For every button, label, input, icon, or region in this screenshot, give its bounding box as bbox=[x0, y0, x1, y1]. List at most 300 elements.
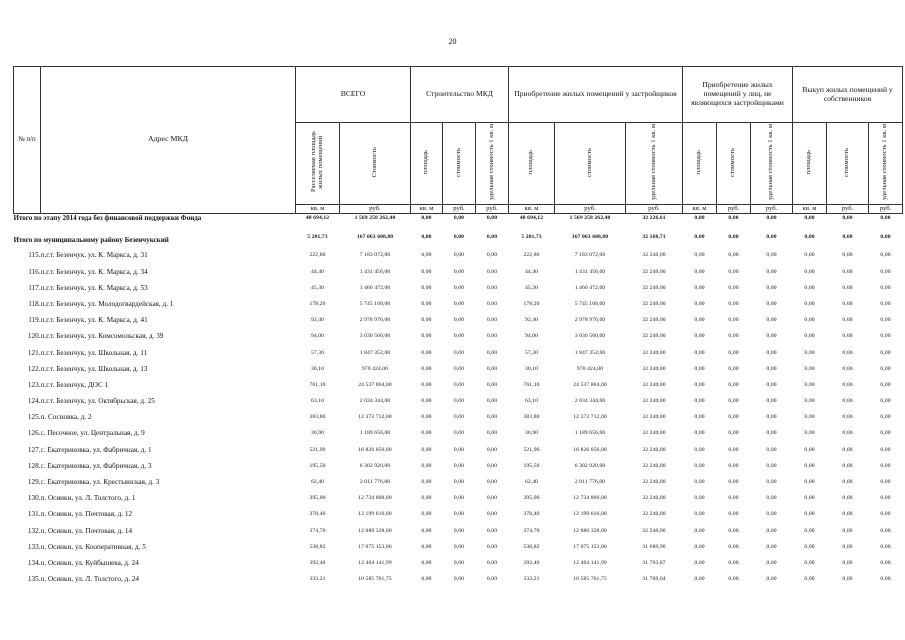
value-cell: 5 201,73 bbox=[521, 234, 542, 241]
value-cell: 0,00 bbox=[804, 398, 815, 405]
value-cell: 0,00 bbox=[728, 446, 739, 453]
value-cell: 521,90 bbox=[523, 446, 540, 453]
value-cell: 12 199 616,00 bbox=[573, 511, 607, 518]
value-cell: 44,40 bbox=[310, 268, 325, 275]
value-cell: 0,00 bbox=[486, 414, 498, 421]
value-cell: 2 011 776,00 bbox=[574, 479, 606, 486]
value-cell: 761,10 bbox=[523, 381, 540, 388]
value-cell: 0,00 bbox=[453, 446, 465, 453]
value-cell: 1 189 656,00 bbox=[574, 430, 606, 437]
table-row bbox=[14, 264, 903, 280]
header-group-non-developers: Приобретение жилых помещений у лиц, не являющихся застройщиками bbox=[683, 67, 793, 123]
value-cell: 0,00 bbox=[694, 300, 705, 307]
value-cell: 92,40 bbox=[524, 317, 539, 324]
value-cell: 0,00 bbox=[804, 576, 815, 583]
value-cell: 0,00 bbox=[694, 479, 705, 486]
value-cell: 0,00 bbox=[694, 430, 705, 437]
value-cell: 0,00 bbox=[842, 349, 853, 356]
value-cell: 0,00 bbox=[766, 479, 777, 486]
value-cell: 0,00 bbox=[804, 317, 815, 324]
value-cell: 0,00 bbox=[728, 576, 739, 583]
header-index: № п/п bbox=[14, 67, 41, 214]
value-cell: 0,00 bbox=[486, 349, 498, 356]
header-subcolumn-label: стоимость bbox=[454, 147, 462, 177]
value-cell: 0,00 bbox=[486, 284, 498, 291]
value-cell: 395,00 bbox=[309, 495, 326, 502]
value-cell: 0,00 bbox=[804, 234, 815, 241]
value-cell: 3 030 560,00 bbox=[359, 333, 391, 340]
value-cell: 32 240,00 bbox=[642, 479, 666, 486]
value-cell: 1 569 258 262,40 bbox=[354, 214, 396, 221]
value-cell: 6 302 920,00 bbox=[359, 462, 391, 469]
table-row bbox=[14, 344, 903, 360]
header-subcolumn-label: удельная стоимость 1 кв. м bbox=[649, 124, 657, 200]
value-cell: 0,00 bbox=[804, 333, 815, 340]
value-cell: 2 978 976,00 bbox=[574, 317, 606, 324]
value-cell: 1 431 456,00 bbox=[574, 268, 606, 275]
value-cell: 16 826 056,00 bbox=[573, 446, 607, 453]
value-cell: 5 745 168,00 bbox=[359, 300, 391, 307]
value-cell: 0,00 bbox=[804, 365, 815, 372]
value-cell: 0,00 bbox=[766, 268, 777, 275]
value-cell: 0,00 bbox=[766, 576, 777, 583]
value-cell: 0,00 bbox=[804, 527, 815, 534]
value-cell: 0,00 bbox=[880, 300, 891, 307]
header-subcolumn bbox=[340, 123, 411, 205]
value-cell: 0,00 bbox=[421, 511, 432, 518]
value-cell: 0,00 bbox=[486, 446, 498, 453]
value-cell: 32 240,00 bbox=[642, 495, 666, 502]
value-cell: 24 537 864,00 bbox=[573, 381, 607, 388]
value-cell: 0,00 bbox=[842, 214, 853, 221]
value-cell: 0,00 bbox=[421, 252, 432, 259]
row-address: п. Осинки, ул. Л. Толстого, д. 24 bbox=[40, 575, 140, 584]
value-cell: 0,00 bbox=[728, 300, 739, 307]
table-row bbox=[14, 361, 903, 377]
header-subcolumn-label: стоимость bbox=[585, 147, 593, 177]
value-cell: 0,00 bbox=[486, 234, 498, 241]
value-cell: 0,00 bbox=[728, 495, 739, 502]
value-cell: 1 431 456,00 bbox=[359, 268, 391, 275]
value-cell: 0,00 bbox=[453, 284, 465, 291]
value-cell: 392,40 bbox=[309, 559, 326, 566]
value-cell: 0,00 bbox=[842, 559, 853, 566]
value-cell: 0,00 bbox=[486, 576, 498, 583]
value-cell: 57,30 bbox=[310, 349, 325, 356]
value-cell: 0,00 bbox=[453, 576, 465, 583]
header-subcolumn bbox=[793, 123, 827, 205]
value-cell: 45,30 bbox=[524, 284, 539, 291]
value-cell: 32 240,00 bbox=[642, 284, 666, 291]
value-cell: 222,80 bbox=[309, 252, 326, 259]
value-cell: 195,50 bbox=[309, 462, 326, 469]
value-cell: 0,00 bbox=[880, 446, 891, 453]
row-index: 125. bbox=[27, 413, 41, 422]
value-cell: 195,50 bbox=[523, 462, 540, 469]
value-cell: 0,00 bbox=[842, 576, 853, 583]
value-cell: 44,40 bbox=[524, 268, 539, 275]
value-cell: 0,00 bbox=[694, 511, 705, 518]
value-cell: 32 240,00 bbox=[642, 462, 666, 469]
value-cell: 0,00 bbox=[486, 268, 498, 275]
value-cell: 0,00 bbox=[453, 527, 465, 534]
value-cell: 383,80 bbox=[523, 414, 540, 421]
value-cell: 0,00 bbox=[766, 511, 777, 518]
header-unit: руб. bbox=[555, 204, 626, 213]
value-cell: 0,00 bbox=[694, 268, 705, 275]
value-cell: 0,00 bbox=[453, 511, 465, 518]
value-cell: 0,00 bbox=[421, 268, 432, 275]
header-subcolumn-label: удельная стоимость 1 кв. м bbox=[881, 124, 889, 200]
table-row bbox=[14, 490, 903, 506]
header-subcolumn bbox=[476, 123, 509, 205]
header-subcolumn-label: площадь bbox=[422, 149, 430, 175]
value-cell: 17 075 153,06 bbox=[358, 543, 392, 550]
value-cell: 521,90 bbox=[309, 446, 326, 453]
row-index: 127. bbox=[27, 445, 41, 454]
value-cell: 0,00 bbox=[880, 576, 891, 583]
value-cell: 48 694,12 bbox=[519, 214, 544, 221]
value-cell: 10 585 761,75 bbox=[573, 576, 607, 583]
value-cell: 222,80 bbox=[523, 252, 540, 259]
value-cell: 0,00 bbox=[728, 317, 739, 324]
value-cell: 0,00 bbox=[694, 284, 705, 291]
value-cell: 378,40 bbox=[309, 511, 326, 518]
table-row bbox=[14, 328, 903, 344]
row-index: 121. bbox=[27, 348, 41, 357]
value-cell: 378,40 bbox=[523, 511, 540, 518]
value-cell: 30,10 bbox=[524, 365, 539, 372]
row-address: п.г.т. Безенчук, ул. К. Маркса, д. 53 bbox=[40, 283, 148, 292]
value-cell: 1 189 656,00 bbox=[359, 430, 391, 437]
value-cell: 0,00 bbox=[694, 462, 705, 469]
value-cell: 0,00 bbox=[694, 365, 705, 372]
value-cell: 0,00 bbox=[804, 414, 815, 421]
header-subcolumn bbox=[411, 123, 443, 205]
value-cell: 30,10 bbox=[310, 365, 325, 372]
value-cell: 32 240,00 bbox=[642, 430, 666, 437]
value-cell: 7 183 072,00 bbox=[359, 252, 391, 259]
row-address: с. Екатериновка, ул. Фабричная, д. 3 bbox=[40, 461, 152, 470]
value-cell: 0,00 bbox=[804, 430, 815, 437]
row-index: 118. bbox=[28, 299, 41, 308]
header-group-total: ВСЕГО bbox=[296, 67, 411, 123]
value-cell: 0,00 bbox=[728, 284, 739, 291]
value-cell: 62,40 bbox=[310, 479, 325, 486]
value-cell: 2 978 976,00 bbox=[359, 317, 391, 324]
value-cell: 12 373 712,00 bbox=[358, 414, 392, 421]
row-address: п.г.т. Безенчук, ул. К. Маркса, д. 41 bbox=[40, 316, 148, 325]
value-cell: 0,00 bbox=[842, 300, 853, 307]
row-address: п. Осинки, ул. Почтовая, д. 14 bbox=[40, 526, 133, 535]
header-subcolumn bbox=[869, 123, 903, 205]
row-index: 120. bbox=[27, 332, 41, 341]
value-cell: 0,00 bbox=[728, 234, 739, 241]
table-row bbox=[14, 506, 903, 522]
value-cell: 32 240,00 bbox=[642, 268, 666, 275]
value-cell: 0,00 bbox=[486, 365, 498, 372]
value-cell: 0,00 bbox=[842, 543, 853, 550]
value-cell: 1 847 352,00 bbox=[574, 349, 606, 356]
value-cell: 0,00 bbox=[486, 543, 498, 550]
table-row bbox=[14, 280, 903, 296]
value-cell: 0,00 bbox=[804, 300, 815, 307]
value-cell: 0,00 bbox=[766, 414, 777, 421]
value-cell: 0,00 bbox=[486, 511, 498, 518]
value-cell: 5 745 168,00 bbox=[574, 300, 606, 307]
header-address: Адрес МКД bbox=[41, 67, 296, 214]
value-cell: 92,40 bbox=[310, 317, 325, 324]
value-cell: 0,00 bbox=[766, 214, 777, 221]
value-cell: 0,00 bbox=[694, 495, 705, 502]
row-index: 126. bbox=[27, 429, 41, 438]
value-cell: 32 226,61 bbox=[642, 214, 666, 221]
value-cell: 0,00 bbox=[842, 381, 853, 388]
table-row bbox=[14, 523, 903, 539]
table-body bbox=[14, 213, 903, 587]
row-address: с. Екатериновка, ул. Крестьянская, д. 3 bbox=[40, 478, 160, 487]
value-cell: 0,00 bbox=[486, 252, 498, 259]
value-cell: 0,00 bbox=[421, 381, 432, 388]
value-cell: 0,00 bbox=[421, 333, 432, 340]
row-address: п.г.т. Безенчук, ул. К. Маркса, д. 34 bbox=[40, 267, 148, 276]
row-index: 124. bbox=[27, 397, 41, 406]
table-row bbox=[14, 296, 903, 312]
row-address: п.г.т. Безенчук, ул. Школьная, д. 13 bbox=[40, 364, 148, 373]
value-cell: 17 075 153,06 bbox=[573, 543, 607, 550]
value-cell: 0,00 bbox=[842, 479, 853, 486]
header-unit: руб. bbox=[751, 204, 793, 213]
value-cell: 0,00 bbox=[694, 446, 705, 453]
total-label: Итого по муниципальному району Безенчукский bbox=[13, 236, 169, 245]
value-cell: 0,00 bbox=[421, 398, 432, 405]
value-cell: 32 240,00 bbox=[642, 446, 666, 453]
value-cell: 0,00 bbox=[453, 214, 465, 221]
value-cell: 63,10 bbox=[310, 398, 325, 405]
value-cell: 0,00 bbox=[880, 349, 891, 356]
value-cell: 7 183 072,00 bbox=[574, 252, 606, 259]
header-subcolumn bbox=[751, 123, 793, 205]
value-cell: 12 734 800,00 bbox=[573, 495, 607, 502]
value-cell: 395,00 bbox=[523, 495, 540, 502]
value-cell: 0,00 bbox=[421, 214, 432, 221]
value-cell: 0,00 bbox=[842, 430, 853, 437]
value-cell: 0,00 bbox=[694, 349, 705, 356]
value-cell: 0,00 bbox=[728, 381, 739, 388]
row-address: п. Сосновка, д. 2 bbox=[40, 413, 92, 422]
value-cell: 0,00 bbox=[486, 479, 498, 486]
value-cell: 2 034 344,00 bbox=[574, 398, 606, 405]
value-cell: 0,00 bbox=[842, 284, 853, 291]
value-cell: 1 460 472,00 bbox=[359, 284, 391, 291]
value-cell: 1 569 258 262,40 bbox=[569, 214, 611, 221]
value-cell: 0,00 bbox=[880, 268, 891, 275]
value-cell: 57,30 bbox=[524, 349, 539, 356]
value-cell: 0,00 bbox=[880, 462, 891, 469]
header-unit: кв. м bbox=[411, 204, 443, 213]
value-cell: 0,00 bbox=[728, 365, 739, 372]
value-cell: 0,00 bbox=[766, 381, 777, 388]
value-cell: 0,00 bbox=[453, 234, 465, 241]
value-cell: 12 080 328,00 bbox=[573, 527, 607, 534]
value-cell: 0,00 bbox=[421, 543, 432, 550]
value-cell: 0,00 bbox=[766, 527, 777, 534]
value-cell: 0,00 bbox=[453, 559, 465, 566]
value-cell: 538,82 bbox=[523, 543, 540, 550]
page-number: 20 bbox=[448, 37, 457, 46]
value-cell: 12 464 141,99 bbox=[573, 559, 607, 566]
header-subcolumn-label: Стоимость bbox=[370, 146, 378, 178]
row-address: п. Осинки, ул. Почтовая, д. 12 bbox=[40, 510, 133, 519]
header-unit: руб. bbox=[340, 204, 411, 213]
table-row bbox=[14, 555, 903, 571]
value-cell: 0,00 bbox=[842, 446, 853, 453]
value-cell: 0,00 bbox=[804, 495, 815, 502]
value-cell: 45,30 bbox=[310, 284, 325, 291]
row-address: п.г.т. Безенчук, ул. Октябрьская, д. 25 bbox=[40, 397, 155, 406]
value-cell: 0,00 bbox=[694, 252, 705, 259]
value-cell: 0,00 bbox=[880, 381, 891, 388]
row-index: 119. bbox=[28, 316, 41, 325]
value-cell: 0,00 bbox=[421, 234, 432, 241]
value-cell: 0,00 bbox=[804, 446, 815, 453]
value-cell: 0,00 bbox=[728, 252, 739, 259]
row-address: п.г.т. Безенчук, ул. Школьная, д. 11 bbox=[40, 348, 148, 357]
table-row bbox=[14, 409, 903, 425]
header-subcolumn-label: площадь bbox=[805, 149, 813, 175]
table-row bbox=[14, 539, 903, 555]
value-cell: 0,00 bbox=[880, 284, 891, 291]
value-cell: 0,00 bbox=[842, 398, 853, 405]
value-cell: 0,00 bbox=[694, 543, 705, 550]
value-cell: 0,00 bbox=[421, 446, 432, 453]
value-cell: 0,00 bbox=[766, 543, 777, 550]
value-cell: 0,00 bbox=[728, 462, 739, 469]
row-address: п.г.т. Безенчук, ул. К. Маркса, д. 31 bbox=[40, 251, 148, 260]
value-cell: 333,21 bbox=[309, 576, 326, 583]
value-cell: 0,00 bbox=[880, 495, 891, 502]
value-cell: 0,00 bbox=[766, 317, 777, 324]
header-subcolumn bbox=[683, 123, 717, 205]
value-cell: 0,00 bbox=[842, 268, 853, 275]
value-cell: 0,00 bbox=[880, 414, 891, 421]
value-cell: 2 034 344,00 bbox=[359, 398, 391, 405]
value-cell: 0,00 bbox=[766, 446, 777, 453]
table-row bbox=[14, 442, 903, 458]
value-cell: 0,00 bbox=[421, 300, 432, 307]
header-group-developers: Приобретение жилых помещений у застройщиков bbox=[509, 67, 683, 123]
value-cell: 0,00 bbox=[728, 333, 739, 340]
row-index: 115. bbox=[28, 251, 41, 260]
value-cell: 0,00 bbox=[842, 333, 853, 340]
row-index: 130. bbox=[27, 494, 41, 503]
value-cell: 0,00 bbox=[421, 576, 432, 583]
value-cell: 0,00 bbox=[694, 576, 705, 583]
value-cell: 32 240,00 bbox=[642, 349, 666, 356]
header-subcolumn bbox=[555, 123, 626, 205]
value-cell: 0,00 bbox=[421, 349, 432, 356]
value-cell: 970 424,00 bbox=[576, 365, 604, 372]
table-header bbox=[14, 67, 903, 214]
row-index: 122. bbox=[27, 364, 41, 373]
total-row bbox=[14, 213, 903, 233]
value-cell: 0,00 bbox=[880, 479, 891, 486]
value-cell: 0,00 bbox=[880, 317, 891, 324]
value-cell: 333,21 bbox=[523, 576, 540, 583]
value-cell: 0,00 bbox=[842, 495, 853, 502]
value-cell: 0,00 bbox=[453, 349, 465, 356]
value-cell: 0,00 bbox=[728, 268, 739, 275]
value-cell: 0,00 bbox=[694, 317, 705, 324]
value-cell: 374,70 bbox=[309, 527, 326, 534]
value-cell: 0,00 bbox=[804, 559, 815, 566]
header-unit: кв. м bbox=[683, 204, 717, 213]
header-subcolumn bbox=[296, 123, 340, 205]
row-address: с. Екатериновка, ул. Фабричная, д. 1 bbox=[40, 445, 152, 454]
value-cell: 0,00 bbox=[453, 430, 465, 437]
value-cell: 0,00 bbox=[453, 414, 465, 421]
value-cell: 0,00 bbox=[842, 462, 853, 469]
value-cell: 16 826 056,00 bbox=[358, 446, 392, 453]
value-cell: 538,82 bbox=[309, 543, 326, 550]
total-row bbox=[14, 233, 903, 247]
value-cell: 3 030 560,00 bbox=[574, 333, 606, 340]
value-cell: 0,00 bbox=[728, 398, 739, 405]
value-cell: 0,00 bbox=[421, 430, 432, 437]
row-index: 133. bbox=[27, 542, 41, 551]
value-cell: 0,00 bbox=[880, 365, 891, 372]
value-cell: 0,00 bbox=[453, 543, 465, 550]
header-subcolumn-label: удельная стоимость 1 кв. м bbox=[487, 124, 495, 200]
value-cell: 6 302 920,00 bbox=[574, 462, 606, 469]
value-cell: 0,00 bbox=[880, 234, 891, 241]
value-cell: 31 689,90 bbox=[642, 543, 666, 550]
header-subcolumn-label: удельная стоимость 1 кв. м bbox=[767, 124, 775, 200]
value-cell: 0,00 bbox=[486, 333, 498, 340]
value-cell: 0,00 bbox=[804, 214, 815, 221]
value-cell: 0,00 bbox=[766, 559, 777, 566]
value-cell: 0,00 bbox=[880, 333, 891, 340]
row-index: 135. bbox=[27, 575, 41, 584]
value-cell: 10 585 761,75 bbox=[358, 576, 392, 583]
header-subcolumn-label: Расселяемая площадь жилых помещений bbox=[309, 131, 324, 193]
row-index: 134. bbox=[27, 558, 41, 567]
value-cell: 0,00 bbox=[694, 398, 705, 405]
header-group-buyout: Выкуп жилых помещений у собственников bbox=[793, 67, 903, 123]
header-group-construction: Строительство МКД bbox=[411, 67, 509, 123]
row-index: 128. bbox=[27, 461, 41, 470]
value-cell: 0,00 bbox=[842, 252, 853, 259]
row-index: 129. bbox=[27, 478, 41, 487]
header-subcolumn-label: стоимость bbox=[729, 147, 737, 177]
value-cell: 0,00 bbox=[804, 284, 815, 291]
value-cell: 0,00 bbox=[694, 214, 705, 221]
value-cell: 62,40 bbox=[524, 479, 539, 486]
value-cell: 48 694,12 bbox=[305, 214, 330, 221]
value-cell: 0,00 bbox=[486, 398, 498, 405]
row-index: 117. bbox=[28, 283, 41, 292]
value-cell: 32 240,00 bbox=[642, 381, 666, 388]
value-cell: 12 373 712,00 bbox=[573, 414, 607, 421]
value-cell: 0,00 bbox=[453, 495, 465, 502]
value-cell: 0,00 bbox=[421, 317, 432, 324]
total-label: Итого по этапу 2014 года без финансовой поддержки Фонда bbox=[13, 213, 202, 222]
value-cell: 0,00 bbox=[421, 527, 432, 534]
value-cell: 970 424,00 bbox=[361, 365, 389, 372]
header-unit: руб. bbox=[717, 204, 751, 213]
value-cell: 0,00 bbox=[766, 234, 777, 241]
value-cell: 392,40 bbox=[523, 559, 540, 566]
